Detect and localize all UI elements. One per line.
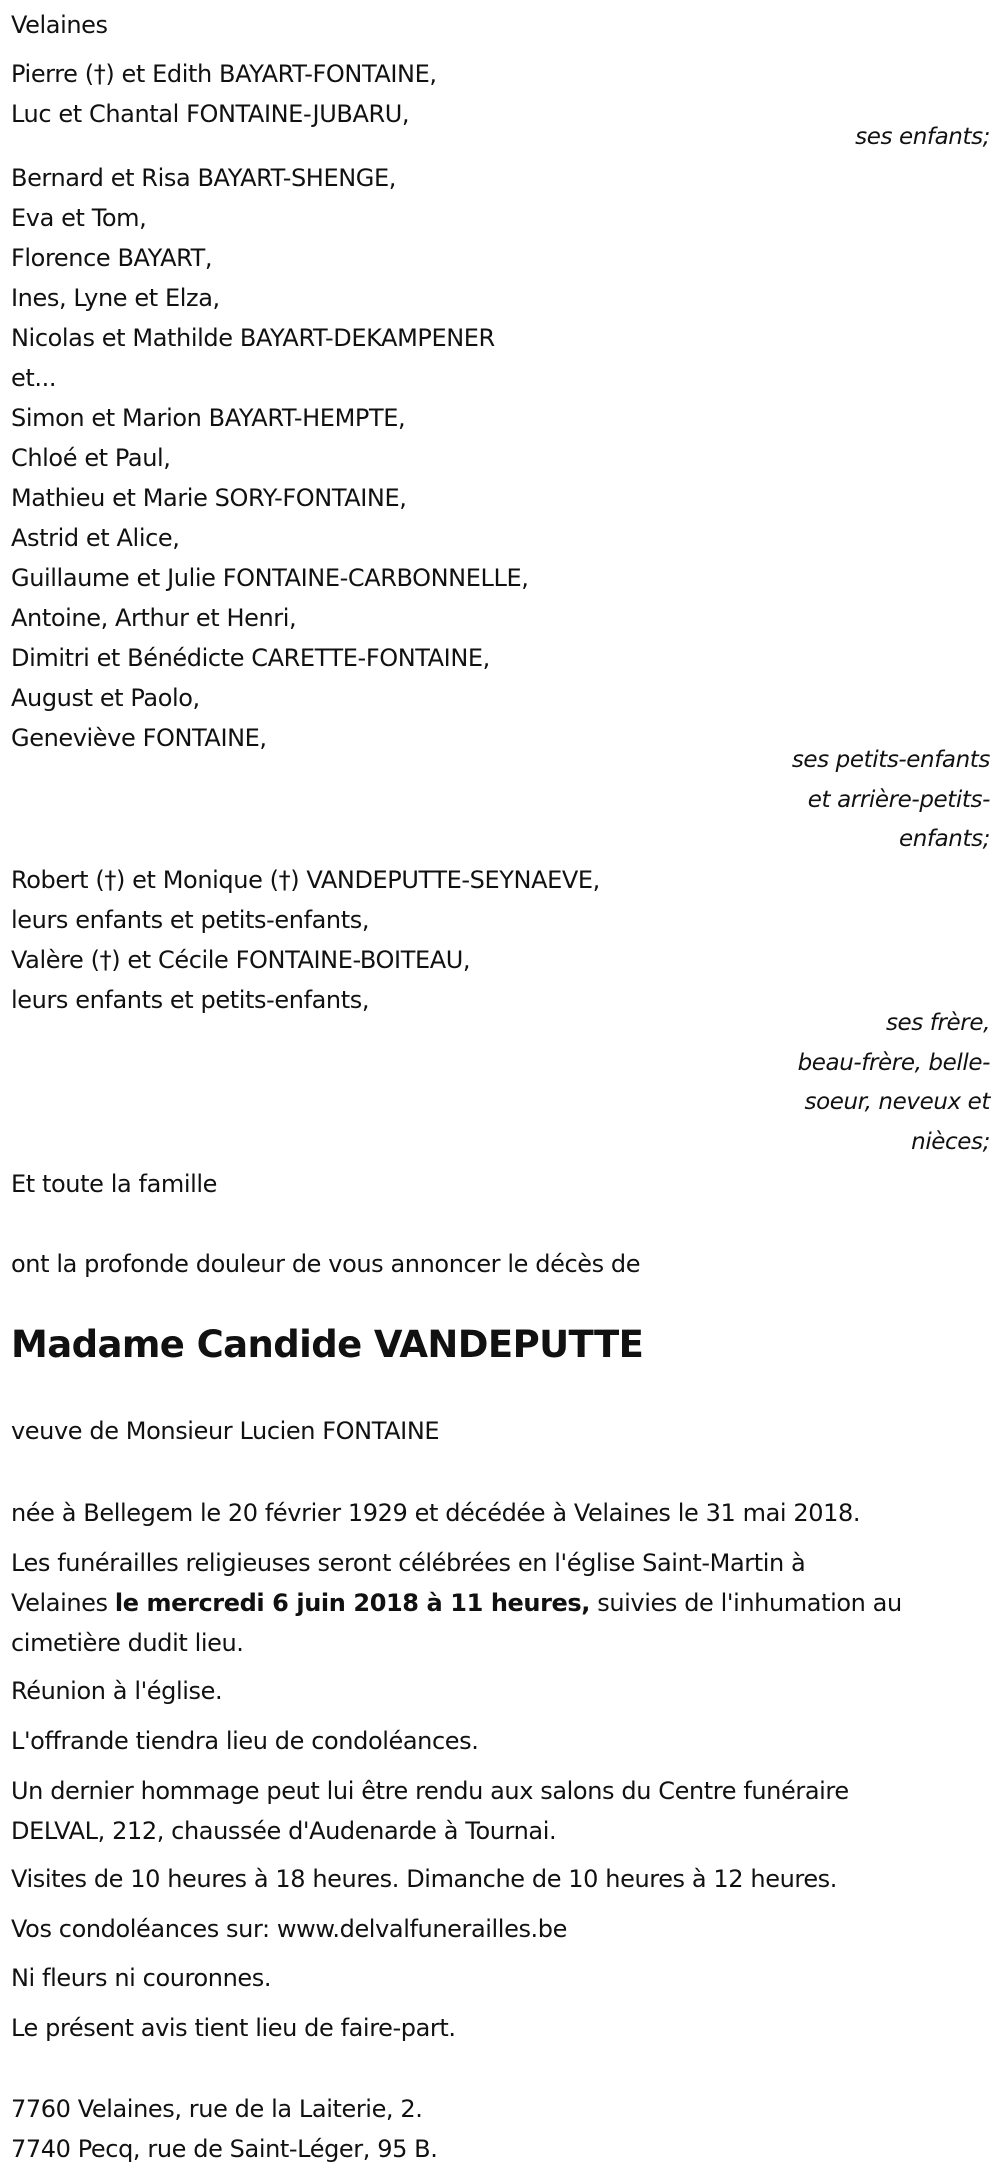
list-item: et... [11,364,57,392]
grandchildren-label: ses petits-enfants et arrière-petits- enfants; [791,747,990,852]
meeting: Réunion à l'église. [11,1677,223,1705]
list-item: Pierre (†) et Edith BAYART-FONTAINE, [11,60,437,88]
condolences: Vos condoléances sur: www.delvalfunerailles.be [11,1915,567,1943]
list-item: Astrid et Alice, [11,524,180,552]
list-item: Ines, Lyne et Elza, [11,284,220,312]
widow-of: veuve de Monsieur Lucien FONTAINE [11,1417,440,1445]
list-item: Bernard et Risa BAYART-SHENGE, [11,164,396,192]
list-item: Robert (†) et Monique (†) VANDEPUTTE-SEYNAEVE, [11,866,600,894]
list-item: Simon et Marion BAYART-HEMPTE, [11,404,406,432]
address: 7760 Velaines, rue de la Laiterie, 2. [11,2095,423,2123]
funeral-date: le mercredi 6 juin 2018 à 11 heures, [114,1589,591,1617]
offering: L'offrande tiendra lieu de condoléances. [11,1727,479,1755]
children-list [11,54,437,134]
funeral-details: Les funérailles religieuses seront célébrées en l'église Saint-Martin à Velaines le mercredi 6 juin 2018 à 11 heures, suivies de l'inhumation au cimetière dudit lieu. [11,1549,902,1657]
list-item: leurs enfants et petits-enfants, [11,906,370,934]
list-item: leurs enfants et petits-enfants, [11,986,370,1014]
list-item: Luc et Chantal FONTAINE-JUBARU, [11,100,410,128]
notice: Le présent avis tient lieu de faire-part. [11,2014,456,2042]
list-item: Chloé et Paul, [11,444,171,472]
addresses [11,2089,437,2169]
birth-death: née à Bellegem le 20 février 1929 et décédée à Velaines le 31 mai 2018. [11,1499,861,1527]
list-item: Nicolas et Mathilde BAYART-DEKAMPENER [11,324,495,352]
announcement: ont la profonde douleur de vous annoncer le décès de [11,1250,641,1278]
visits: Visites de 10 heures à 18 heures. Dimanche de 10 heures à 12 heures. [11,1865,838,1893]
siblings-label: ses frère, beau-frère, belle- soeur, neveux et nièces; [797,1010,990,1155]
siblings-list [11,860,600,1020]
tribute: Un dernier hommage peut lui être rendu aux salons du Centre funéraire DELVAL, 212, chaussée d'Audenarde à Tournai. [11,1777,849,1845]
no-flowers: Ni fleurs ni couronnes. [11,1964,272,1992]
list-item: Dimitri et Bénédicte CARETTE-FONTAINE, [11,644,490,672]
list-item: August et Paolo, [11,684,200,712]
place-name: Velaines [11,11,108,39]
list-item: Mathieu et Marie SORY-FONTAINE, [11,484,407,512]
list-item: Eva et Tom, [11,204,147,232]
grandchildren-list [11,158,528,758]
list-item: Geneviève FONTAINE, [11,724,267,752]
address: 7740 Pecq, rue de Saint-Léger, 95 B. [11,2135,438,2163]
list-item: Florence BAYART, [11,244,213,272]
list-item: Guillaume et Julie FONTAINE-CARBONNELLE, [11,564,529,592]
list-item: Antoine, Arthur et Henri, [11,604,297,632]
deceased-name: Madame Candide VANDEPUTTE [11,1323,644,1366]
children-label: ses enfants; [855,124,990,150]
list-item: Valère (†) et Cécile FONTAINE-BOITEAU, [11,946,471,974]
family-line: Et toute la famille [11,1170,218,1198]
